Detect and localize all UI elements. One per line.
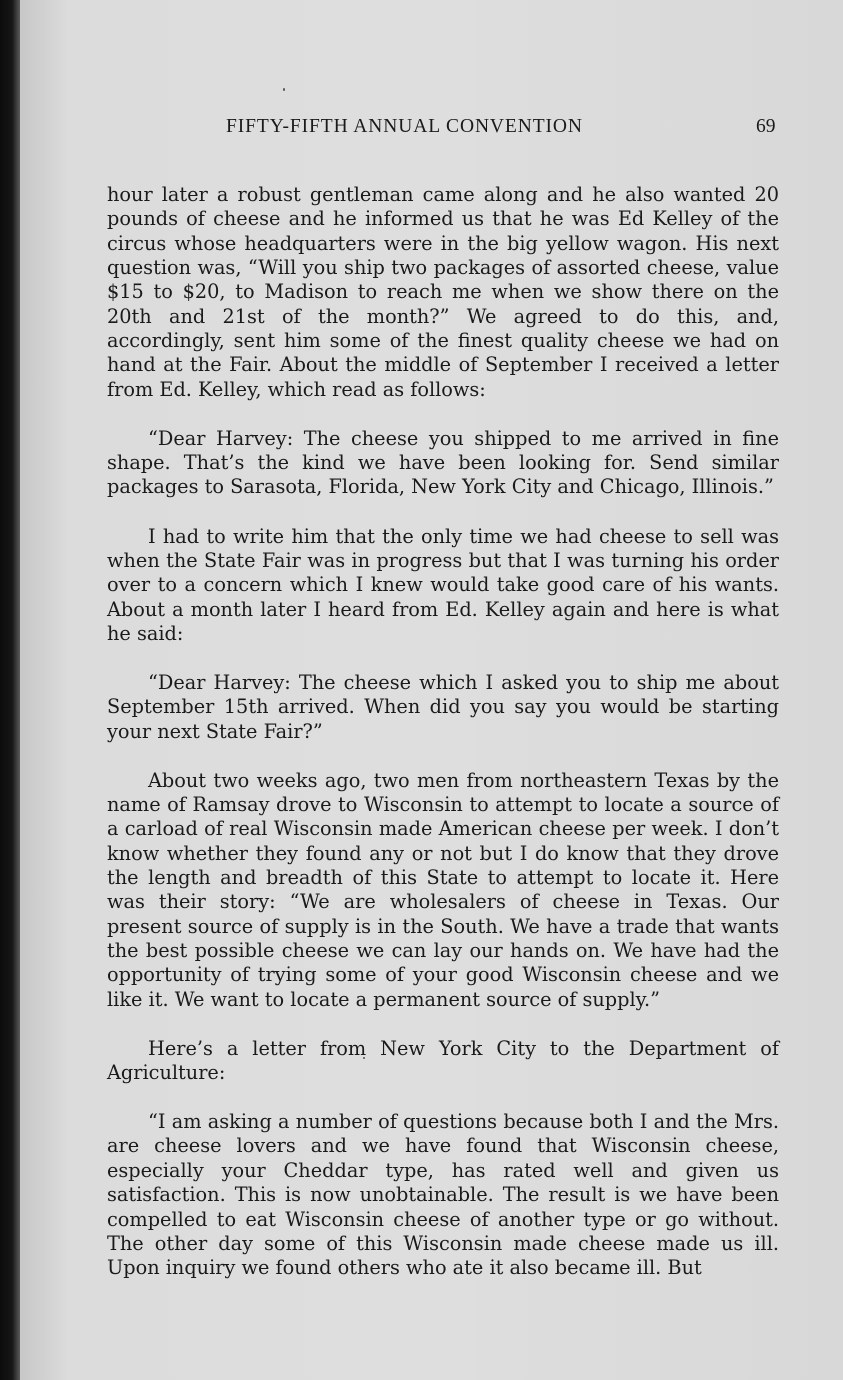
body-text: [107, 183, 779, 1305]
paragraph: “I am asking a number of questions because both I and the Mrs. are cheese lovers and we have found that Wisconsin cheese, especially your Cheddar type, has rated well and given us satisfaction. This is now unobtainable. The result is we have been compelled to eat Wisconsin cheese of another type or go without. The other day some of this Wisconsin made cheese made us ill. Upon inquiry we found others who ate it also became ill. But: [107, 1110, 779, 1280]
paragraph: “Dear Harvey: The cheese which I asked you to ship me about September 15th arrived. When did you say you would be starting your next State Fair?”: [107, 670, 779, 743]
paragraph: Here’s a letter from New York City to the Department of Agriculture:: [107, 1036, 779, 1085]
paragraph: I had to write him that the only time we had cheese to sell was when the State Fair was in progress but that I was turning his order over to a concern which I knew would take good care of his wants. About a month later I heard from Ed. Kelley again and here is what he said:: [107, 524, 779, 645]
book-page: [20, 0, 843, 1380]
paragraph: hour later a robust gentleman came along and he also wanted 20 pounds of cheese and he informed us that he was Ed Kelley of the circus whose headquarters were in the big yellow wagon. His next question was, “Will you ship two packages of assorted cheese, value $15 to $20, to Madison to reach me when we show there on the 20th and 21st of the month?” We agreed to do this, and, accordingly, sent him some of the finest quality cheese we had on hand at the Fair. About the middle of September I received a letter from Ed. Kelley, which read as follows:: [107, 183, 779, 401]
paragraph: “Dear Harvey: The cheese you shipped to me arrived in fine shape. That’s the kind we have been looking for. Send similar packages to Sarasota, Florida, New York City and Chicago, Illinois.”: [107, 426, 779, 499]
dust-speck: [283, 88, 285, 91]
running-title: FIFTY-FIFTH ANNUAL CONVENTION: [226, 116, 583, 137]
page-number: 69: [756, 116, 776, 137]
paragraph: About two weeks ago, two men from northeastern Texas by the name of Ramsay drove to Wisconsin to attempt to locate a source of a carload of real Wisconsin made American cheese per week. I don’t know whether they found any or not but I do know that they drove the length and breadth of this State to attempt to locate it. Here was their story: “We are wholesalers of cheese in Texas. Our present source of supply is in the South. We have a trade that wants the best possible cheese we can lay our hands on. We have had the opportunity of trying some of your good Wisconsin cheese and we like it. We want to locate a permanent source of supply.”: [107, 768, 779, 1011]
book-spine-shadow: [0, 0, 20, 1380]
page-header: [20, 116, 843, 146]
